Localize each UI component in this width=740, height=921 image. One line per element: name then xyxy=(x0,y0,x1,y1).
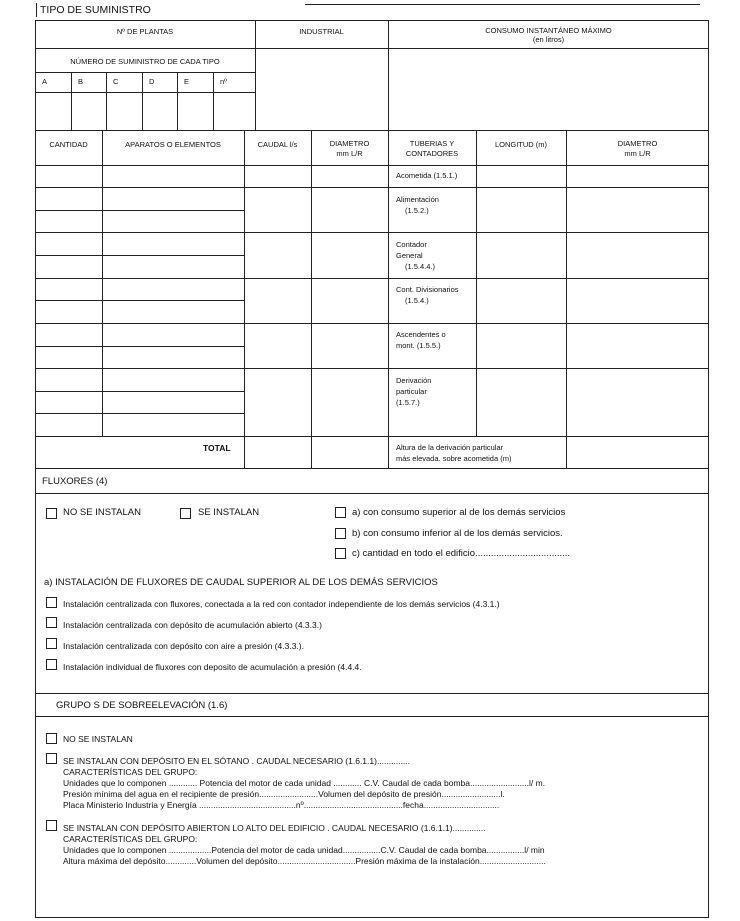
section-alimentacion-ref: (1.5.2.) xyxy=(405,206,429,215)
consumo-unit: (en litros) xyxy=(532,35,565,44)
header-diametro-left: DIAMETRO xyxy=(329,139,370,148)
grupos-alto-title: SE INSTALAN CON DEPÓSITO ABIERTON LO ALTO DEL EDIFICIO . CAUDAL NECESARIO (1.6.1.1).............. xyxy=(63,823,486,833)
n-plantas-label: Nº DE PLANTAS xyxy=(116,27,174,36)
grupos-alto-line1: Unidades que lo componen ..................Potencia del motor de cada unidad................C.V. Caudal de cada bomba................l/ min xyxy=(63,845,545,855)
grupos-sotano-line1: Unidades que lo componen ............ Potencia del motor de cada unidad ............ C.V. Caudal de cada bomba.........................l/ m. xyxy=(63,778,546,788)
header-caudal: CAUDAL l/s xyxy=(257,140,298,149)
tipo-n: nº xyxy=(220,77,227,86)
header-cantidad: CANTIDAD xyxy=(49,140,88,149)
header-diametro-right: DIAMETRO xyxy=(617,139,658,148)
grupos-sotano-title: SE INSTALAN CON DEPÓSITO EN EL SÓTANO . CAUDAL NECESARIO (1.6.1.1).............. xyxy=(63,756,411,766)
total-label: TOTAL xyxy=(203,443,231,453)
section-contador-general: General xyxy=(396,251,423,260)
fluxores-item-4-label: Instalación individual de fluxores con deposito de acumulación a presión (4.4.4. xyxy=(63,662,362,672)
industrial-label: INDUSTRIAL xyxy=(299,27,344,36)
altura-label: Altura de la derivación particular xyxy=(396,443,504,452)
section-alimentacion: Alimentación xyxy=(396,195,439,204)
form-title: TIPO DE SUMINISTRO xyxy=(40,4,151,16)
fluxores-option-c-checkbox[interactable] xyxy=(335,548,346,559)
fluxores-item-3-checkbox[interactable] xyxy=(46,638,57,649)
consumo-label: CONSUMO INSTANTÁNEO MÁXIMO xyxy=(485,26,612,35)
fluxores-item-1-label: Instalación centralizada con fluxores, conectada a la red con contador independiente de los demás servicios (4.3.1.) xyxy=(63,599,500,609)
section-divisionarios: Cont. Divisionarios xyxy=(396,285,459,294)
section-contador-ref: (1.5.4.4.) xyxy=(405,262,436,271)
grupos-sotano-line3: Placa Ministerio Industria y Energía .........................................nº..........................................fecha................................ xyxy=(63,800,500,810)
section-derivacion: Derivación xyxy=(396,376,432,385)
grupos-alto-checkbox[interactable] xyxy=(46,820,57,831)
section-derivacion-ref: (1.5.7.) xyxy=(396,398,420,407)
fluxores-item-2-checkbox[interactable] xyxy=(46,617,57,628)
section-contador: Contador xyxy=(396,240,427,249)
grupos-sotano-checkbox[interactable] xyxy=(46,753,57,764)
grupos-sotano-line2: Presión mínima del agua en el recipiente de presión.........................Volumen del depósito de presión.........................l. xyxy=(63,789,505,799)
fluxores-section-a-title: a) INSTALACIÓN DE FLUXORES DE CAUDAL SUPERIOR AL DE LOS DEMÁS SERVICIOS xyxy=(44,577,438,588)
tipo-d: D xyxy=(149,77,155,86)
fluxores-item-3-label: Instalación centralizada con depósito con aire a presión (4.3.3.). xyxy=(63,641,304,651)
section-divisionarios-ref: (1.5.4.) xyxy=(405,296,429,305)
section-ascendentes: Ascendentes o xyxy=(396,330,446,339)
tipo-e: E xyxy=(184,77,190,86)
header-diametro-left-unit: mm L/R xyxy=(336,149,363,158)
grupos-alto-sub: CARACTERÍSTICAS DEL GRUPO: xyxy=(63,834,198,844)
section-ascendentes-ref: mont. (1.5.5.) xyxy=(396,341,441,350)
fluxores-option-c-label: c) cantidad en todo el edificio.................................... xyxy=(352,548,571,559)
header-longitud: LONGITUD (m) xyxy=(494,140,548,149)
altura-label-2: más elevada. sobre acometida (m) xyxy=(396,454,512,463)
fluxores-option-a-label: a) con consumo superior al de los demás servicios xyxy=(352,507,566,518)
header-tuberias: TUBERIAS Y xyxy=(409,139,455,148)
fluxores-se-instalan-checkbox[interactable] xyxy=(180,508,191,519)
tipo-a: A xyxy=(42,77,48,86)
fluxores-option-a-checkbox[interactable] xyxy=(335,507,346,518)
fluxores-no-instalan-checkbox[interactable] xyxy=(46,508,57,519)
grupos-sotano-sub: CARACTERÍSTICAS DEL GRUPO: xyxy=(63,767,198,777)
grupos-no-instalan-checkbox[interactable] xyxy=(46,733,57,744)
grupos-title: GRUPO S DE SOBREELEVACIÓN (1.6) xyxy=(56,700,228,711)
fluxores-se-instalan-label: SE INSTALAN xyxy=(198,507,260,518)
fluxores-option-b-label: b) con consumo inferior al de los demás servicios. xyxy=(352,528,563,539)
header-contadores: CONTADORES xyxy=(405,149,459,158)
header-rule xyxy=(305,4,700,5)
header-aparatos: APARATOS O ELEMENTOS xyxy=(125,140,221,149)
grupos-alto-line2: Altura máxima del depósito.............Volumen del depósito.................................Presión máxima de la instalación............................ xyxy=(63,856,546,866)
fluxores-item-2-label: Instalación centralizada con depósito de acumulación abierto (4.3.3.) xyxy=(63,620,322,630)
header-diametro-right-unit: mm L/R xyxy=(624,149,651,158)
numero-suministro-label: NÚMERO DE SUMINISTRO DE CADA TIPO xyxy=(70,57,220,66)
fluxores-no-instalan-label: NO SE INSTALAN xyxy=(63,507,141,518)
fluxores-item-4-checkbox[interactable] xyxy=(46,659,57,670)
fluxores-option-b-checkbox[interactable] xyxy=(335,528,346,539)
fluxores-title: FLUXORES (4) xyxy=(42,476,108,487)
grupos-no-instalan-label: NO SE INSTALAN xyxy=(63,734,133,744)
fluxores-item-1-checkbox[interactable] xyxy=(46,597,57,608)
tipo-c: C xyxy=(113,77,119,86)
tipo-b: B xyxy=(78,77,84,86)
section-derivacion-particular: particular xyxy=(396,387,427,396)
section-acometida: Acometida (1.5.1.) xyxy=(396,171,458,180)
